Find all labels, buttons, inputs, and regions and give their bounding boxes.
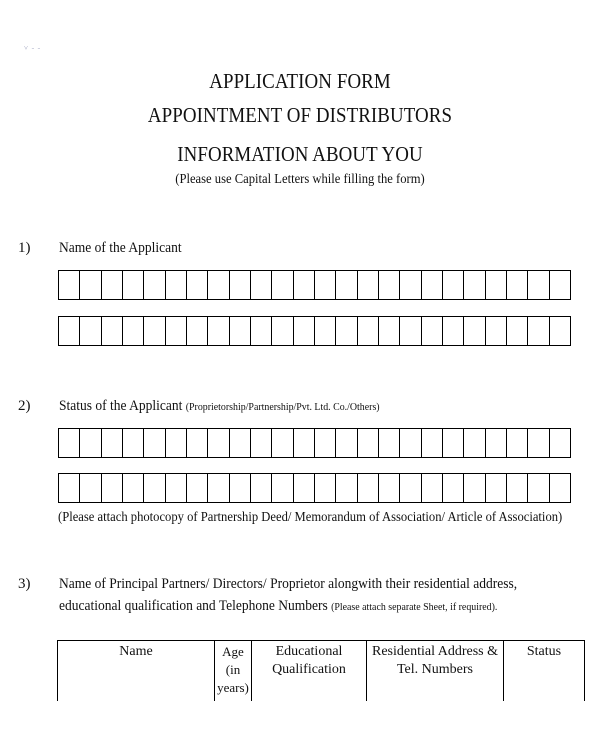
letter-box[interactable]: [272, 317, 293, 345]
letter-box[interactable]: [230, 317, 251, 345]
letter-box[interactable]: [102, 271, 123, 299]
letter-box[interactable]: [486, 317, 507, 345]
letter-box[interactable]: [507, 474, 528, 502]
letter-box[interactable]: [144, 474, 165, 502]
letter-box[interactable]: [272, 429, 293, 457]
letter-box[interactable]: [464, 429, 485, 457]
letter-box[interactable]: [166, 429, 187, 457]
letter-box[interactable]: [187, 317, 208, 345]
letter-box[interactable]: [400, 317, 421, 345]
letter-box[interactable]: [294, 271, 315, 299]
letter-box[interactable]: [400, 429, 421, 457]
letter-box[interactable]: [166, 317, 187, 345]
col-header-name: Name: [58, 641, 215, 701]
letter-box[interactable]: [102, 317, 123, 345]
letter-box[interactable]: [550, 317, 570, 345]
section-1-number: 1): [18, 240, 31, 256]
partners-table: [57, 640, 585, 701]
letter-box[interactable]: [358, 474, 379, 502]
letter-box[interactable]: [528, 474, 549, 502]
letter-box[interactable]: [336, 317, 357, 345]
letter-box[interactable]: [507, 271, 528, 299]
applicant-status-boxes-row-2[interactable]: [58, 473, 571, 503]
letter-box[interactable]: [379, 429, 400, 457]
applicant-status-label-text: Status of the Applicant: [59, 398, 183, 414]
letter-box[interactable]: [507, 429, 528, 457]
letter-box[interactable]: [272, 474, 293, 502]
letter-box[interactable]: [422, 271, 443, 299]
section-3-number: 3): [18, 576, 31, 592]
letter-box[interactable]: [550, 474, 570, 502]
letter-box[interactable]: [443, 474, 464, 502]
applicant-status-label: [59, 398, 380, 415]
letter-box[interactable]: [358, 317, 379, 345]
letter-box[interactable]: [528, 271, 549, 299]
letter-box[interactable]: [315, 317, 336, 345]
letter-box[interactable]: [379, 474, 400, 502]
letter-box[interactable]: [358, 271, 379, 299]
letter-box[interactable]: [208, 271, 229, 299]
letter-box[interactable]: [528, 429, 549, 457]
letter-box[interactable]: [144, 429, 165, 457]
letter-box[interactable]: [400, 271, 421, 299]
letter-box[interactable]: [443, 271, 464, 299]
letter-box[interactable]: [443, 429, 464, 457]
letter-box[interactable]: [166, 271, 187, 299]
letter-box[interactable]: [315, 474, 336, 502]
letter-box[interactable]: [422, 317, 443, 345]
form-title: APPLICATION FORM: [209, 69, 391, 93]
scan-mark: ˅ ˗ ˗: [24, 44, 42, 52]
letter-box[interactable]: [294, 317, 315, 345]
letter-box[interactable]: [102, 474, 123, 502]
letter-box[interactable]: [464, 271, 485, 299]
letter-box[interactable]: [294, 429, 315, 457]
col-header-address: Residential Address & Tel. Numbers: [367, 641, 504, 701]
letter-box[interactable]: [166, 474, 187, 502]
letter-box[interactable]: [208, 317, 229, 345]
letter-box[interactable]: [251, 429, 272, 457]
col-header-status: Status: [504, 641, 585, 701]
letter-box[interactable]: [187, 429, 208, 457]
letter-box[interactable]: [123, 317, 144, 345]
letter-box[interactable]: [123, 271, 144, 299]
letter-box[interactable]: [80, 429, 101, 457]
letter-box[interactable]: [528, 317, 549, 345]
partners-label-line-1: Name of Principal Partners/ Directors/ Proprietor alongwith their residential address,: [59, 576, 518, 592]
letter-box[interactable]: [208, 429, 229, 457]
letter-box[interactable]: [230, 271, 251, 299]
status-options: (Proprietorship/Partnership/Pvt. Ltd. Co./Others): [185, 401, 380, 413]
applicant-status-boxes-row-1[interactable]: [58, 428, 571, 458]
letter-box[interactable]: [80, 271, 101, 299]
attachment-note: (Please attach photocopy of Partnership Deed/ Memorandum of Association/ Article of Association): [58, 510, 563, 525]
letter-box[interactable]: [80, 474, 101, 502]
letter-box[interactable]: [123, 429, 144, 457]
separate-sheet-note: (Please attach separate Sheet, if required).: [331, 601, 498, 613]
letter-box[interactable]: [187, 271, 208, 299]
letter-box[interactable]: [507, 317, 528, 345]
letter-box[interactable]: [59, 474, 80, 502]
letter-box[interactable]: [550, 429, 570, 457]
applicant-name-label: Name of the Applicant: [59, 240, 182, 256]
letter-box[interactable]: [144, 271, 165, 299]
letter-box[interactable]: [464, 317, 485, 345]
letter-box[interactable]: [208, 474, 229, 502]
letter-box[interactable]: [336, 271, 357, 299]
letter-box[interactable]: [358, 429, 379, 457]
col-header-education: Educational Qualification: [252, 641, 367, 701]
applicant-name-boxes-row-1[interactable]: [58, 270, 571, 300]
letter-box[interactable]: [123, 474, 144, 502]
letter-box[interactable]: [251, 271, 272, 299]
letter-box[interactable]: [486, 429, 507, 457]
form-instruction: (Please use Capital Letters while filling the form): [175, 172, 425, 187]
col-header-age: Age (in years): [215, 641, 252, 701]
letter-box[interactable]: [464, 474, 485, 502]
letter-box[interactable]: [486, 474, 507, 502]
letter-box[interactable]: [294, 474, 315, 502]
letter-box[interactable]: [336, 429, 357, 457]
letter-box[interactable]: [550, 271, 570, 299]
letter-box[interactable]: [144, 317, 165, 345]
letter-box[interactable]: [80, 317, 101, 345]
letter-box[interactable]: [59, 317, 80, 345]
form-subtitle: APPOINTMENT OF DISTRIBUTORS: [147, 103, 453, 127]
letter-box[interactable]: [187, 474, 208, 502]
letter-box[interactable]: [400, 474, 421, 502]
section-heading: INFORMATION ABOUT YOU: [177, 142, 423, 166]
letter-box[interactable]: [251, 474, 272, 502]
letter-box[interactable]: [422, 474, 443, 502]
letter-box[interactable]: [315, 429, 336, 457]
letter-box[interactable]: [102, 429, 123, 457]
section-2-number: 2): [18, 398, 31, 414]
partners-label-line-2: [59, 598, 497, 615]
letter-box[interactable]: [315, 271, 336, 299]
letter-box[interactable]: [422, 429, 443, 457]
letter-box[interactable]: [443, 317, 464, 345]
partners-label-line-2-text: educational qualification and Telephone Numbers: [59, 598, 328, 614]
letter-box[interactable]: [379, 271, 400, 299]
letter-box[interactable]: [59, 429, 80, 457]
letter-box[interactable]: [230, 429, 251, 457]
letter-box[interactable]: [486, 271, 507, 299]
letter-box[interactable]: [230, 474, 251, 502]
letter-box[interactable]: [336, 474, 357, 502]
applicant-name-boxes-row-2[interactable]: [58, 316, 571, 346]
letter-box[interactable]: [251, 317, 272, 345]
letter-box[interactable]: [379, 317, 400, 345]
letter-box[interactable]: [272, 271, 293, 299]
letter-box[interactable]: [59, 271, 80, 299]
